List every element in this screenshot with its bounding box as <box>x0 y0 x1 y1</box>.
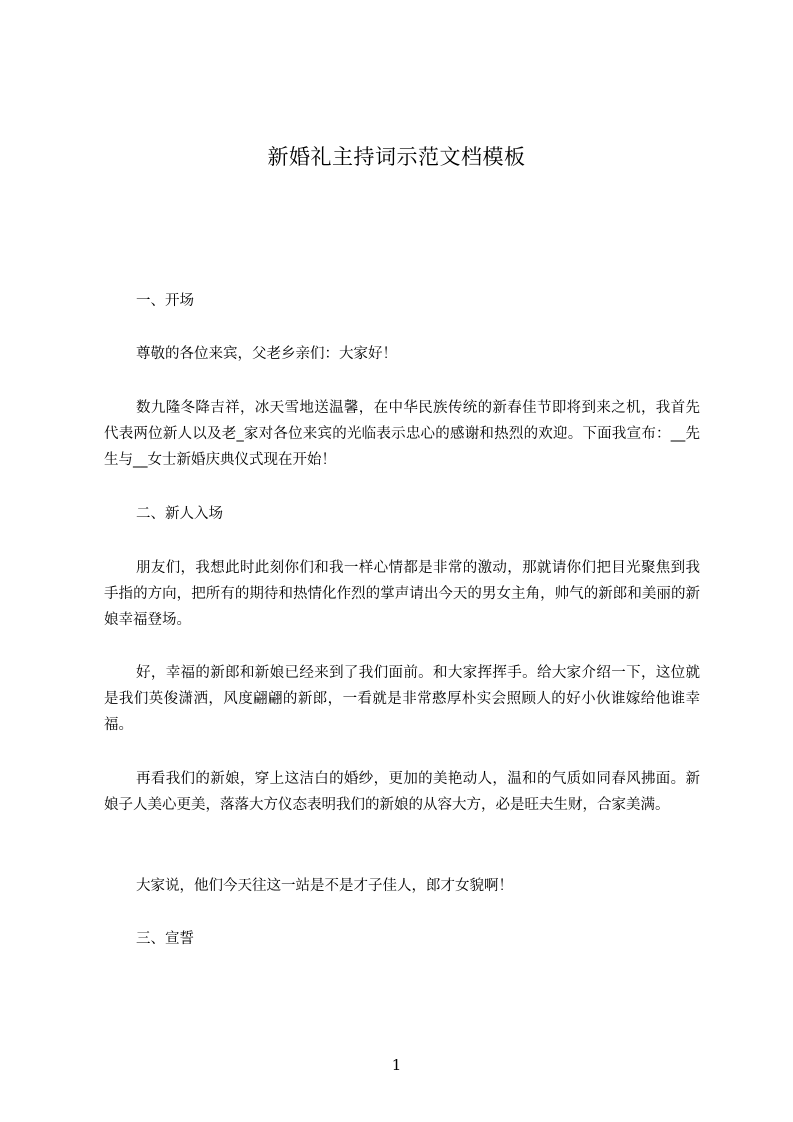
paragraph-welcome: 数九隆冬降吉祥，冰天雪地送温馨，在中华民族传统的新春佳节即将到来之机，我首先代表两位新人以及老_家对各位来宾的光临表示忠心的感谢和热烈的欢迎。下面我宣布：__先生与__女士新婚庆典仪式现在开始！ <box>104 400 700 468</box>
paragraph-greeting: 尊敬的各位来宾，父老乡亲们：大家好！ <box>136 346 397 362</box>
page-number: 1 <box>391 1056 402 1074</box>
paragraph-audience-question: 大家说，他们今天往这一站是不是才子佳人，郎才女貌啊！ <box>136 878 513 894</box>
section-heading-vows: 三、宣誓 <box>136 931 194 947</box>
paragraph-entrance-invite: 朋友们，我想此时此刻你们和我一样心情都是非常的激动，那就请你们把目光聚焦到我手指的方向，把所有的期待和热情化作烈的掌声请出今天的男女主角，帅气的新郎和美丽的新娘幸福登场。 <box>104 560 700 628</box>
section-heading-entrance: 二、新人入场 <box>136 506 223 522</box>
paragraph-groom-intro: 好，幸福的新郎和新娘已经来到了我们面前。和大家挥挥手。给大家介绍一下，这位就是我们英俊潇洒，风度翩翩的新郎，一看就是非常憨厚朴实会照顾人的好小伙谁嫁给他谁幸福。 <box>104 665 700 733</box>
section-heading-opening: 一、开场 <box>136 293 194 309</box>
document-title: 新婚礼主持词示范文档模板 <box>267 145 526 169</box>
paragraph-bride-intro: 再看我们的新娘，穿上这洁白的婚纱，更加的美艳动人，温和的气质如同春风拂面。新娘子人美心更美，落落大方仪态表明我们的新娘的从容大方，必是旺夫生财，合家美满。 <box>104 771 700 813</box>
